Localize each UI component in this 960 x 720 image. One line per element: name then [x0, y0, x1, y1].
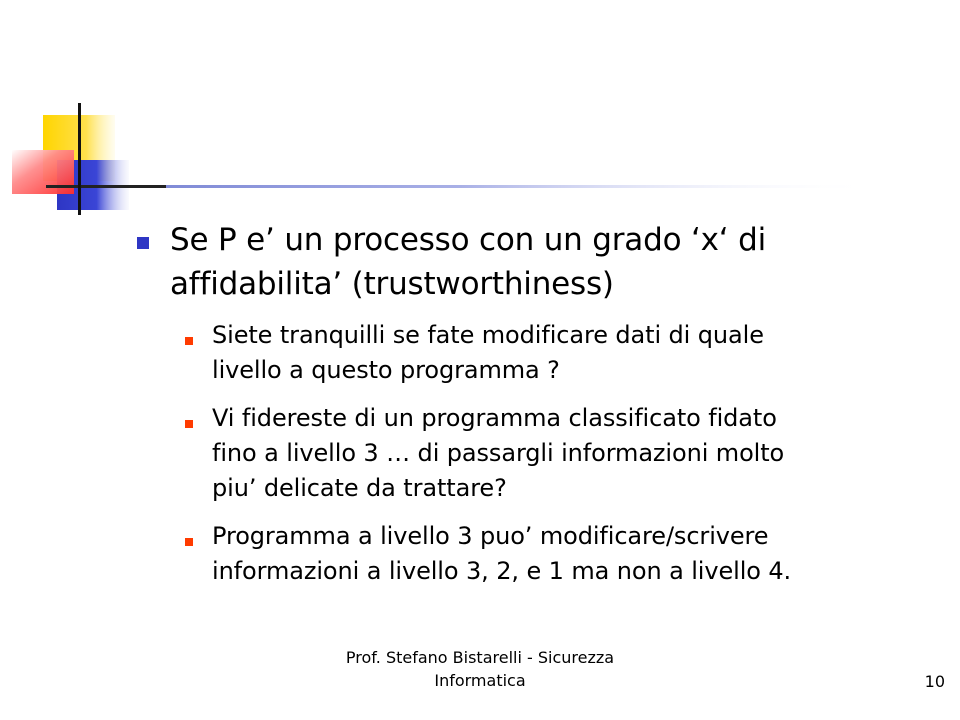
bullet-text-level1: Se P e’ un processo con un grado ‘x‘ di affidabilita’ (trustworthiness): [170, 222, 767, 302]
slide-page-number: 10: [924, 672, 945, 691]
bullet-icon-level2: [185, 337, 193, 345]
bullet-icon-level2: [185, 420, 193, 428]
slide-footer: Prof. Stefano Bistarelli - Sicurezza Informatica: [345, 648, 615, 690]
bullet-text-level2: Vi fidereste di un programma classificato fidato fino a livello 3 … di passargli informazioni molto piu’ delicate da trattare?: [212, 404, 785, 502]
bullet-text-level2: Programma a livello 3 puo’ modificare/scrivere informazioni a livello 3, 2, e 1 ma non a livello 4.: [212, 522, 792, 585]
bullet-icon-level1: [137, 237, 149, 249]
bullet-icon-level2: [185, 538, 193, 546]
bullet-text-level2: Siete tranquilli se fate modificare dati di quale livello a questo programma ?: [212, 321, 764, 384]
